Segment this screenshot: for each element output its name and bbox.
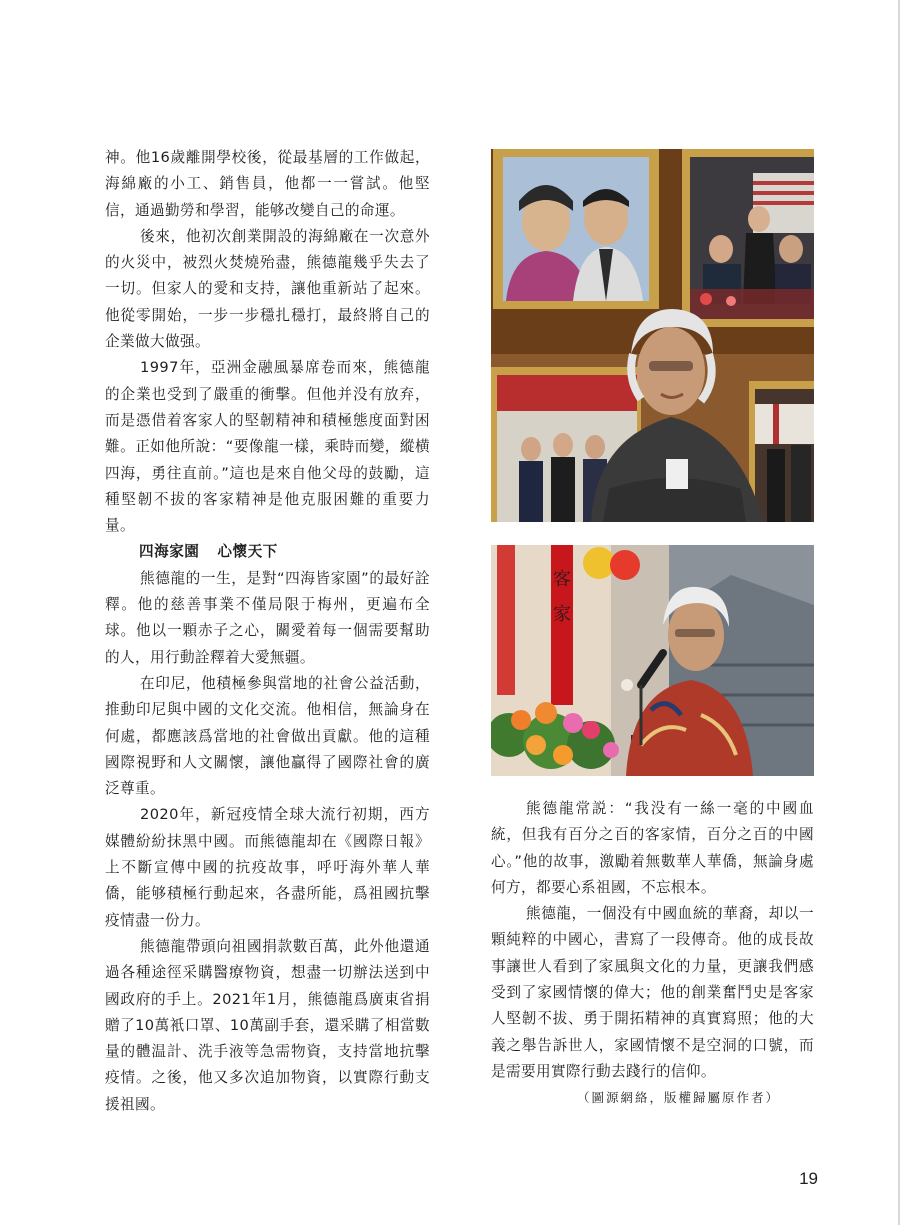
- right-column: [491, 796, 814, 1111]
- svg-text:客: 客: [553, 569, 571, 590]
- paragraph: 熊德龍帶頭向祖國捐款數百萬，此外他還通過各種途徑采購醫療物資，想盡一切辦法送到中國政府的手上。2021年1月，熊德龍爲廣東省捐贈了10萬衹口罩、10萬副手套，還采購了相當數量的體温計、洗手液等急需物資，支持當地抗擊疫情。之後，他又多次追加物資，以實際行動支援祖國。: [105, 937, 430, 1113]
- photo-man-with-family-portraits: [491, 149, 814, 522]
- page-number: 19: [799, 1169, 818, 1188]
- left-column: [105, 145, 430, 1118]
- paragraph: 熊德龍常説：“我没有一絲一毫的中國血統，但我有百分之百的客家情，百分之百的中國心。”他的故事，激勵着無數華人華僑，無論身處何方，都要心系祖國，不忘根本。: [491, 800, 814, 896]
- section-heading: [105, 539, 430, 565]
- paragraph: 在印尼，他積極參與當地的社會公益活動，推動印尼與中國的文化交流。他相信，無論身在何處，都應該爲當地的社會做出貢獻。他的這種國際視野和人文關懷，讓他贏得了國際社會的廣泛尊重。: [105, 674, 430, 798]
- paragraph: 神。他16歲離開學校後，從最基層的工作做起，海綿廠的小工、銷售員，他都一一嘗試。他堅信，通過勤勞和學習，能够改變自己的命運。: [105, 149, 430, 219]
- svg-text:家: 家: [553, 604, 571, 625]
- photo-man-speaking-at-podium: [491, 545, 814, 776]
- paragraph: 2020年，新冠疫情全球大流行初期，西方媒體紛紛抹黑中國。而熊德龍却在《國際日報》上不斷宣傳中國的抗疫故事，呼吁海外華人華僑，能够積極行動起來，各盡所能，爲祖國抗擊疫情盡一份力。: [105, 806, 430, 929]
- paragraph: 熊德龍的一生，是對“四海皆家園”的最好詮釋。他的慈善事業不僅局限于梅州，更遍布全球。他以一顆赤子之心，關愛着每一個需要幫助的人，用行動詮釋着大愛無疆。: [105, 569, 430, 666]
- paragraph: 熊德龍，一個没有中國血統的華裔，却以一顆純粹的中國心，書寫了一段傳奇。他的成長故事讓世人看到了家風與文化的力量，更讓我們感受到了家國情懷的偉大；他的創業奮鬥史是客家人堅韌不拔、勇于開拓精神的真實寫照；他的大義之舉告訴世人，家國情懷不是空洞的口號，而是需要用實際行動去踐行的信仰。: [491, 905, 814, 1080]
- paragraph: 1997年，亞洲金融風暴席卷而來，熊德龍的企業也受到了嚴重的衝擊。但他并没有放弃，而是憑借着客家人的堅韌精神和積極態度面對困難。正如他所說：“要像龍一樣，乘時而變，縱横四海，勇往直前。”這也是來自他父母的鼓勵，這種堅韌不拔的客家精神是他克服困難的重要力量。: [105, 359, 430, 535]
- image-credit: （圖源網絡，版權歸屬原作者）: [576, 1090, 780, 1106]
- section-heading-part: 四海家園: [139, 543, 200, 561]
- section-heading-part: 心懷天下: [217, 543, 278, 561]
- paragraph: 後來，他初次創業開設的海綿廠在一次意外的火災中，被烈火焚燒殆盡，熊德龍幾乎失去了一切。但家人的愛和支持，讓他重新站了起來。他從零開始，一步一步穩扎穩打，最終將自己的企業做大做强。: [105, 227, 430, 351]
